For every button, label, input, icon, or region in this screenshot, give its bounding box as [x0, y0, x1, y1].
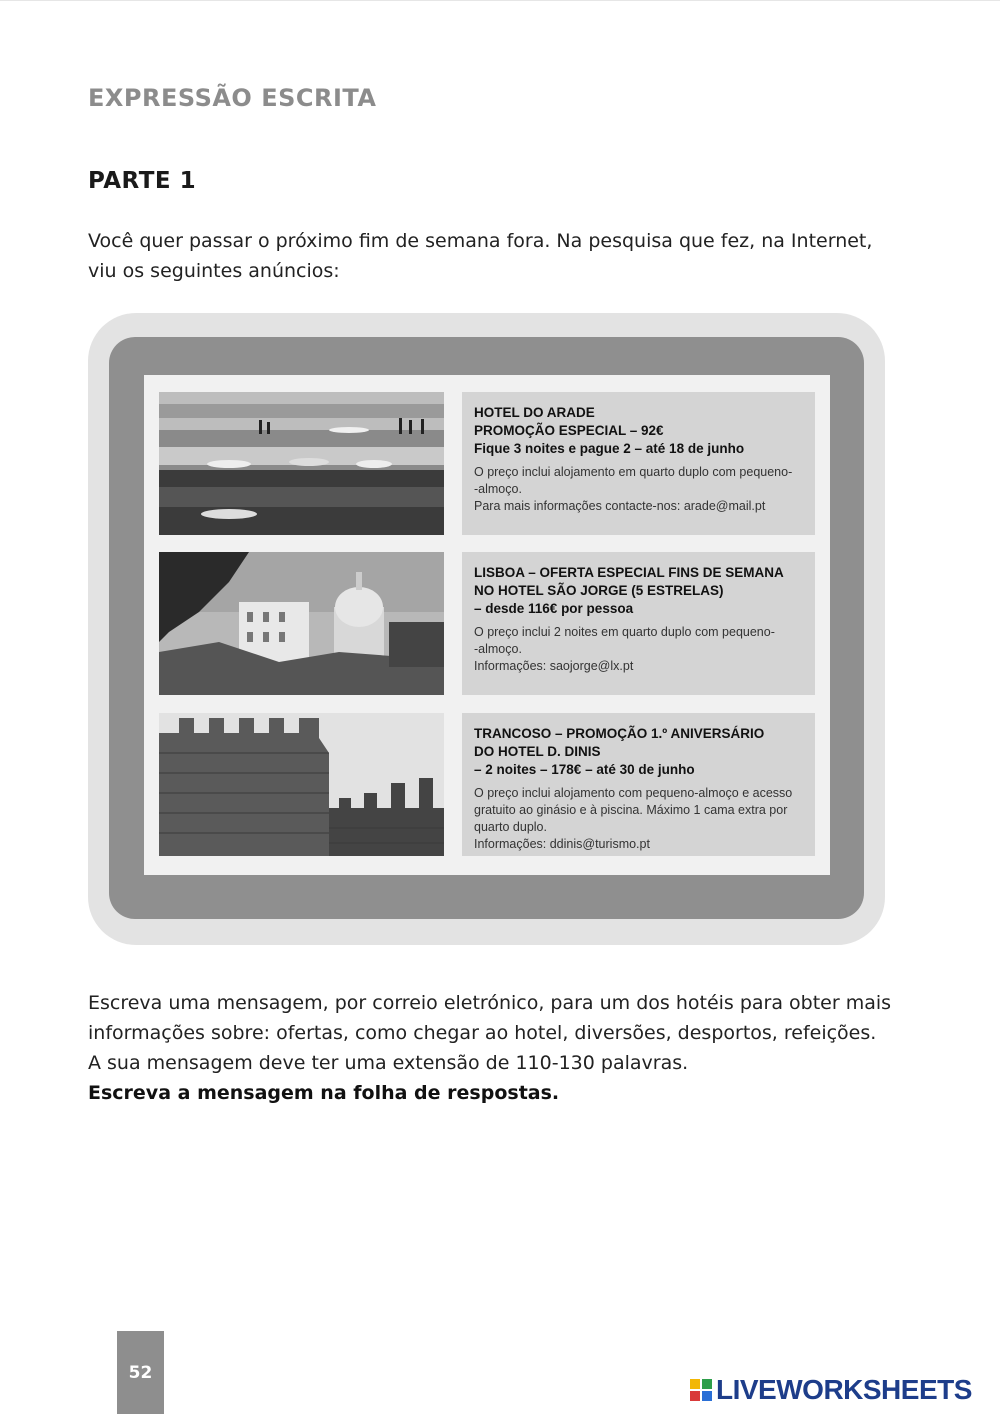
ad-text-box [462, 713, 815, 856]
ad-headline-line: PROMOÇÃO ESPECIAL – 92€ [474, 423, 664, 438]
tablet-illustration [88, 313, 885, 945]
ad-body [474, 464, 805, 515]
ad-headline-line: Fique 3 noites e pague 2 – até 18 de junho [474, 441, 745, 456]
ad-body-line: gratuito ao ginásio e à piscina. Máximo 1 cama extra por [474, 803, 788, 817]
ad-body [474, 624, 805, 675]
logo-square [702, 1379, 712, 1389]
page-number: 52 [117, 1331, 164, 1414]
logo-square [690, 1391, 700, 1401]
ad-body-line: O preço inclui 2 noites em quarto duplo com pequeno- [474, 625, 775, 639]
ad-headline-line: – desde 116€ por pessoa [474, 601, 634, 616]
ad-body-line: -almoço. [474, 642, 522, 656]
ad-headline-line: – 2 noites – 178€ – até 30 de junho [474, 762, 695, 777]
ad-body-line: O preço inclui alojamento com pequeno-almoço e acesso [474, 786, 793, 800]
ad-headline [474, 404, 805, 458]
ad-body [474, 785, 805, 853]
ad-hotel-sao-jorge [159, 552, 815, 695]
beach-boats-photo [159, 392, 444, 535]
top-rule [0, 0, 1000, 1]
logo-square [690, 1379, 700, 1389]
lisbon-dome-photo [159, 552, 444, 695]
part-title: PARTE 1 [88, 168, 197, 194]
intro-paragraph: Você quer passar o próximo fim de semana fora. Na pesquisa que fez, na Internet, viu os seguintes anúncios: [88, 230, 873, 282]
ad-hotel-d-dinis [159, 713, 815, 856]
ad-headline-line: LISBOA – OFERTA ESPECIAL FINS DE SEMANA [474, 565, 784, 580]
ad-hotel-arade [159, 392, 815, 535]
ad-body-line: O preço inclui alojamento em quarto duplo com pequeno- [474, 465, 793, 479]
ad-text-box [462, 552, 815, 695]
ad-headline [474, 564, 805, 618]
ad-headline-line: TRANCOSO – PROMOÇÃO 1.º ANIVERSÁRIO [474, 726, 765, 741]
ad-headline-line: NO HOTEL SÃO JORGE (5 ESTRELAS) [474, 583, 724, 598]
brand-name: LIVEWORKSHEETS [716, 1374, 972, 1405]
liveworksheets-logo-icon [690, 1379, 712, 1401]
ad-email: Para mais informações contacte-nos: arade@mail.pt [474, 499, 766, 513]
task-line: A sua mensagem deve ter uma extensão de 110-130 palavras. [88, 1052, 689, 1074]
ad-text-box [462, 392, 815, 535]
task-emphasis: Escreva a mensagem na folha de respostas. [88, 1082, 560, 1104]
ad-headline-line: HOTEL DO ARADE [474, 405, 595, 420]
liveworksheets-brand[interactable] [690, 1372, 972, 1408]
ad-email: Informações: saojorge@lx.pt [474, 659, 634, 673]
ad-body-line: -almoço. [474, 482, 522, 496]
ad-headline-line: DO HOTEL D. DINIS [474, 744, 601, 759]
section-title: EXPRESSÃO ESCRITA [88, 84, 377, 112]
castle-walls-photo [159, 713, 444, 856]
task-instructions [88, 988, 898, 1108]
task-line: informações sobre: ofertas, como chegar ao hotel, diversões, desportos, refeições. [88, 1022, 877, 1044]
tablet-frame [109, 337, 864, 919]
ad-email: Informações: ddinis@turismo.pt [474, 837, 650, 851]
task-line: Escreva uma mensagem, por correio eletrónico, para um dos hotéis para obter mais [88, 992, 892, 1014]
ad-headline [474, 725, 805, 779]
logo-square [702, 1391, 712, 1401]
ad-body-line: quarto duplo. [474, 820, 547, 834]
tablet-screen [144, 375, 830, 875]
